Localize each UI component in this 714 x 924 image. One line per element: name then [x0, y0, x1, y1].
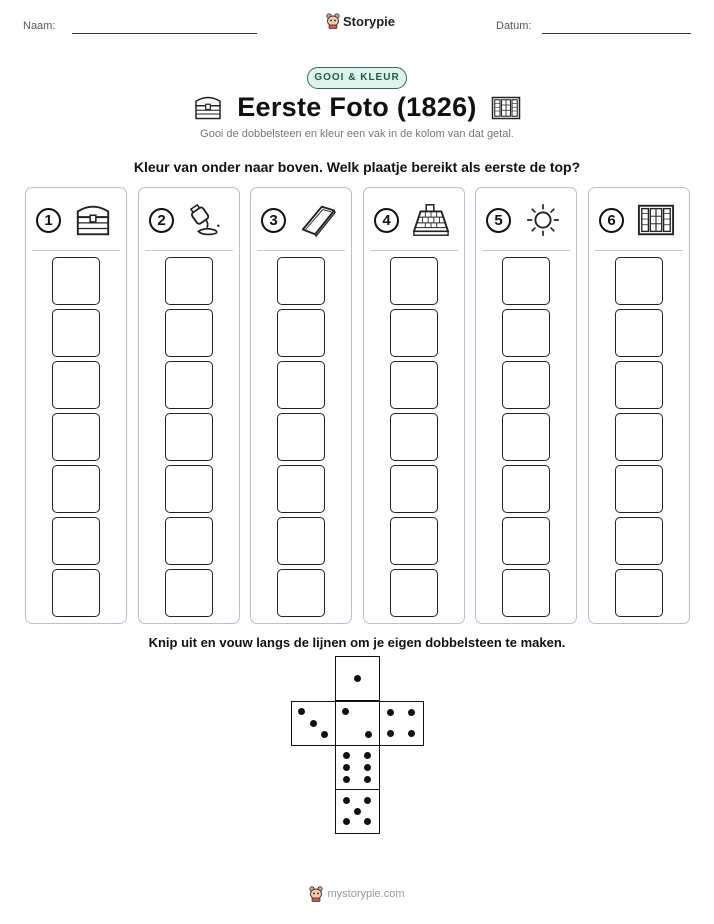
color-cell[interactable] [390, 361, 438, 409]
column-6 [588, 187, 690, 624]
color-cell[interactable] [502, 413, 550, 461]
column-number: 2 [149, 208, 174, 233]
date-label: Datum: [496, 20, 532, 32]
column-3 [250, 187, 352, 624]
dice-face-3 [291, 701, 336, 746]
dice-pip [408, 730, 415, 737]
column-number: 1 [36, 208, 61, 233]
window-icon [491, 96, 521, 120]
dice-face-2 [335, 701, 380, 746]
dice-pip [365, 731, 372, 738]
color-cell[interactable] [615, 257, 663, 305]
dice-pip [343, 752, 350, 759]
dice-pip [343, 797, 350, 804]
window-icon [637, 202, 675, 238]
column-5 [475, 187, 577, 624]
dice-pip [387, 730, 394, 737]
color-cell[interactable] [165, 517, 213, 565]
column-header [36, 202, 120, 238]
column-number: 5 [486, 208, 511, 233]
brand-name: Storypie [343, 13, 396, 29]
sun-icon [524, 202, 562, 238]
color-cell[interactable] [165, 309, 213, 357]
color-cell[interactable] [52, 569, 100, 617]
dice-pip [354, 675, 361, 682]
dice-pip [343, 764, 350, 771]
storypie-mascot-icon [326, 13, 340, 29]
column-number: 4 [374, 208, 399, 233]
rooftop-icon [412, 202, 450, 238]
dice-pip [321, 731, 328, 738]
treasure-chest-icon [74, 202, 112, 238]
dice-pip [364, 752, 371, 759]
column-header [486, 202, 570, 238]
dice-pip [342, 708, 349, 715]
dice-pip [387, 709, 394, 716]
dice-pip [298, 708, 305, 715]
dice-pip [364, 764, 371, 771]
storypie-mascot-icon [309, 886, 323, 902]
subtitle: Gooi de dobbelsteen en kleur een vak in de kolom van dat getal. [200, 128, 514, 140]
color-cell[interactable] [615, 309, 663, 357]
name-line [72, 33, 257, 34]
column-header [261, 202, 345, 238]
color-cell[interactable] [165, 413, 213, 461]
color-cell[interactable] [390, 257, 438, 305]
chemical-pour-icon [187, 202, 225, 238]
column-divider [257, 250, 345, 251]
color-cell[interactable] [277, 413, 325, 461]
column-divider [32, 250, 120, 251]
brand-logo [326, 13, 395, 29]
color-cell[interactable] [615, 569, 663, 617]
color-cell[interactable] [615, 361, 663, 409]
dice-pip [364, 818, 371, 825]
page-title: Eerste Foto (1826) [237, 92, 477, 122]
column-divider [145, 250, 233, 251]
dice-pip [343, 818, 350, 825]
color-cell[interactable] [52, 413, 100, 461]
color-cell[interactable] [502, 465, 550, 513]
color-cell[interactable] [165, 569, 213, 617]
color-cell[interactable] [52, 257, 100, 305]
column-4 [363, 187, 465, 624]
column-divider [482, 250, 570, 251]
dice-face-4 [379, 701, 424, 746]
dice-pip [343, 776, 350, 783]
column-header [149, 202, 233, 238]
color-cell[interactable] [502, 517, 550, 565]
color-cell[interactable] [277, 517, 325, 565]
color-cell[interactable] [52, 465, 100, 513]
color-cell[interactable] [390, 413, 438, 461]
color-cell[interactable] [502, 257, 550, 305]
color-cell[interactable] [277, 257, 325, 305]
column-number: 6 [599, 208, 624, 233]
color-cell[interactable] [390, 517, 438, 565]
color-cell[interactable] [390, 569, 438, 617]
dice-face-5 [335, 789, 380, 834]
color-cell[interactable] [277, 569, 325, 617]
date-line [542, 33, 691, 34]
dice-face-1 [335, 656, 380, 701]
dice-pip [408, 709, 415, 716]
dice-pip [364, 776, 371, 783]
color-cell[interactable] [615, 413, 663, 461]
column-divider [595, 250, 683, 251]
color-cell[interactable] [277, 309, 325, 357]
cut-instruction: Knip uit en vouw langs de lijnen om je eigen dobbelsteen te maken. [148, 635, 566, 650]
color-cell[interactable] [52, 517, 100, 565]
color-cell[interactable] [165, 465, 213, 513]
title-row [0, 92, 714, 123]
footer [0, 886, 714, 902]
color-cell[interactable] [165, 361, 213, 409]
color-cell[interactable] [502, 309, 550, 357]
column-header [374, 202, 458, 238]
dice-pip [354, 808, 361, 815]
color-cell[interactable] [502, 361, 550, 409]
column-number: 3 [261, 208, 286, 233]
treasure-chest-icon [193, 95, 223, 121]
color-cell[interactable] [165, 257, 213, 305]
color-cell[interactable] [52, 361, 100, 409]
metal-plate-icon [299, 202, 337, 238]
activity-badge: GOOI & KLEUR [307, 67, 407, 89]
color-cell[interactable] [615, 517, 663, 565]
color-cell[interactable] [502, 569, 550, 617]
column-1 [25, 187, 127, 624]
color-cell[interactable] [390, 309, 438, 357]
column-header [599, 202, 683, 238]
color-cell[interactable] [615, 465, 663, 513]
column-2 [138, 187, 240, 624]
footer-url: mystorypie.com [327, 888, 405, 900]
dice-pip [310, 720, 317, 727]
instruction: Kleur van onder naar boven. Welk plaatje bereikt als eerste de top? [133, 159, 581, 175]
name-label: Naam: [23, 20, 56, 32]
column-divider [370, 250, 458, 251]
color-cell[interactable] [390, 465, 438, 513]
color-cell[interactable] [277, 361, 325, 409]
color-cell[interactable] [277, 465, 325, 513]
dice-pip [364, 797, 371, 804]
dice-face-6 [335, 745, 380, 790]
color-cell[interactable] [52, 309, 100, 357]
